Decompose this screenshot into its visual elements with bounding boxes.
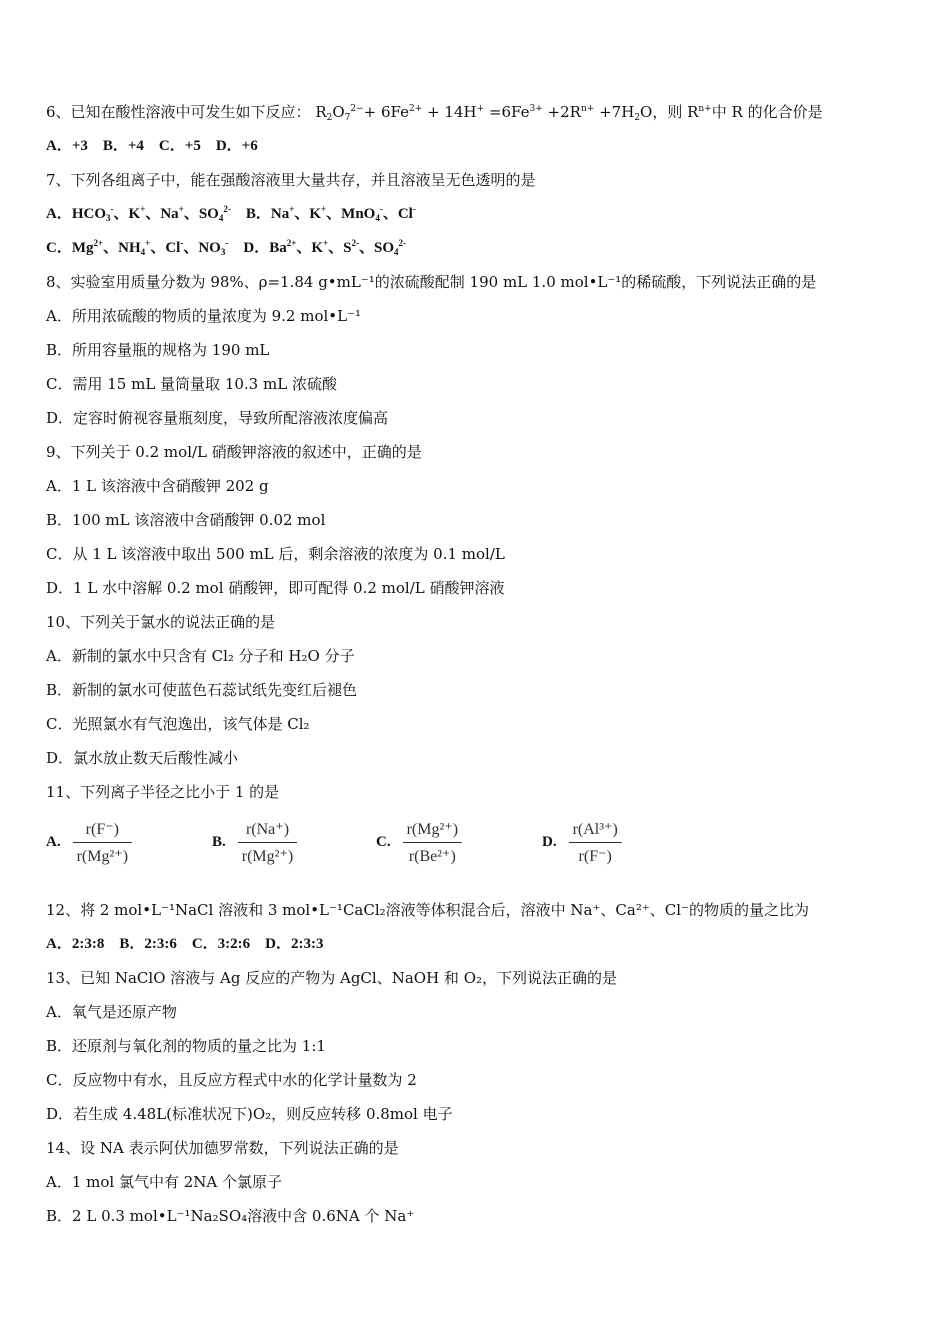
question-14-option-b: B．2 L 0.3 mol•L⁻¹Na₂SO₄溶液中含 0.6NA 个 Na⁺ [46, 1207, 415, 1225]
question-9-option-c: C．从 1 L 该溶液中取出 500 mL 后，剩余溶液的浓度为 0.1 mol/L [46, 545, 505, 563]
question-10-option-c: C．光照氯水有气泡逸出，该气体是 Cl₂ [46, 715, 310, 733]
question-11-option-d: D. $\frac{\text{r(Al³⁺)}}{r(F^-)}$ [542, 812, 622, 872]
question-10-option-a: A．新制的氯水中只含有 Cl₂ 分子和 H₂O 分子 [46, 647, 355, 665]
question-13-stem: 13、已知 NaClO 溶液与 Ag 反应的产物为 AgCl、NaOH 和 O₂，下列说法正确的是 [46, 969, 618, 987]
question-10-option-b: B．新制的氯水可使蓝色石蕊试纸先变红后褪色 [46, 681, 358, 699]
ratio-fraction: $\frac{\text{r(Mg²⁺)}}{\text{r(Be²⁺)}}$ [403, 819, 462, 866]
question-9-option-d: D．1 L 水中溶解 0.2 mol 硝酸钾，即可配得 0.2 mol/L 硝酸钾溶液 [46, 579, 505, 597]
question-13-option-c: C．反应物中有水，且反应方程式中水的化学计量数为 2 [46, 1071, 417, 1089]
question-9-option-a: A．1 L 该溶液中含硝酸钾 202 g [46, 477, 269, 495]
question-12-stem: 12、将 2 mol•L⁻¹NaCl 溶液和 3 mol•L⁻¹CaCl₂溶液等体积混合后，溶液中 Na⁺、Ca²⁺、Cl⁻的物质的量之比为 [46, 901, 809, 919]
question-6-options: A．+3 B．+4 C．+5 D．+6 [46, 138, 258, 154]
question-8-option-c: C．需用 15 mL 量筒量取 10.3 mL 浓硫酸 [46, 375, 337, 393]
question-7-options-cd: C．$Mg^{2+}$、$NH_4^+$、Cl-、$NO_3^-$ D．$Ba^{2+}$、K+、$S^{2-}$、$SO_4^{2-}$ [46, 238, 407, 257]
ratio-fraction: $\frac{r(Na^+)}{\text{r(Mg²⁺)}}$ [238, 819, 297, 866]
question-8-option-d: D．定容时俯视容量瓶刻度，导致所配溶液浓度偏高 [46, 409, 389, 427]
redox-equation: $R_2O_7^{2-}+ 6Fe^{2+} + 14H^+ =6Fe^{3+} +2R^{n+} +7H_2O$ [310, 103, 653, 123]
question-8-stem: 8、实验室用质量分数为 98%、ρ=1.84 g•mL⁻¹的浓硫酸配制 190 mL 1.0 mol•L⁻¹的稀硫酸，下列说法正确的是 [46, 273, 817, 291]
question-9-stem: 9、下列关于 0.2 mol/L 硝酸钾溶液的叙述中，正确的是 [46, 443, 422, 461]
question-8-option-b: B．所用容量瓶的规格为 190 mL [46, 341, 270, 359]
question-10-option-d: D．氯水放止数天后酸性减小 [46, 749, 239, 767]
question-10-stem: 10、下列关于氯水的说法正确的是 [46, 613, 276, 631]
question-9-option-b: B．100 mL 该溶液中含硝酸钾 0.02 mol [46, 511, 326, 529]
question-7-options-ab: A．$HCO_3^-$、K+、Na+、$SO_4^{2-}$ B．Na+、K+、MnO$_4$-、Cl- [46, 204, 416, 223]
question-11-option-a: A. $\frac{r(F^-)}{\text{r(Mg²⁺)}}$ [46, 812, 132, 872]
question-11-option-b: B. $\frac{r(Na^+)}{\text{r(Mg²⁺)}}$ [212, 812, 297, 872]
question-13-option-a: A．氧气是还原产物 [46, 1003, 177, 1021]
question-6-stem: 6、已知在酸性溶液中可发生如下反应： $R_2O_7^{2-}+ 6Fe^{2+} + 14H^+ =6Fe^{3+} +2R^{n+} +7H_2O$，则 $R^{n+}$中 R 的化合价是 [46, 103, 823, 123]
question-14-stem: 14、设 NA 表示阿伏加德罗常数，下列说法正确的是 [46, 1139, 399, 1157]
question-12-options: A．2:3:8 B．2:3:6 C．3:2:6 D．2:3:3 [46, 936, 324, 952]
question-8-option-a: A．所用浓硫酸的物质的量浓度为 9.2 mol•L⁻¹ [46, 307, 362, 325]
ratio-fraction: $\frac{r(F^-)}{\text{r(Mg²⁺)}}$ [73, 819, 132, 866]
question-7-stem: 7、下列各组离子中，能在强酸溶液里大量共存，并且溶液呈无色透明的是 [46, 171, 536, 189]
question-13-option-b: B．还原剂与氧化剂的物质的量之比为 1:1 [46, 1037, 326, 1055]
question-14-option-a: A．1 mol 氯气中有 2NA 个氯原子 [46, 1173, 283, 1191]
question-11-stem: 11、下列离子半径之比小于 1 的是 [46, 783, 280, 801]
ratio-fraction: $\frac{\text{r(Al³⁺)}}{r(F^-)}$ [569, 819, 622, 866]
question-11-option-c: C. $\frac{\text{r(Mg²⁺)}}{\text{r(Be²⁺)}}$ [376, 812, 462, 872]
question-13-option-d: D．若生成 4.48L(标准状况下)O₂，则反应转移 0.8mol 电子 [46, 1105, 453, 1123]
